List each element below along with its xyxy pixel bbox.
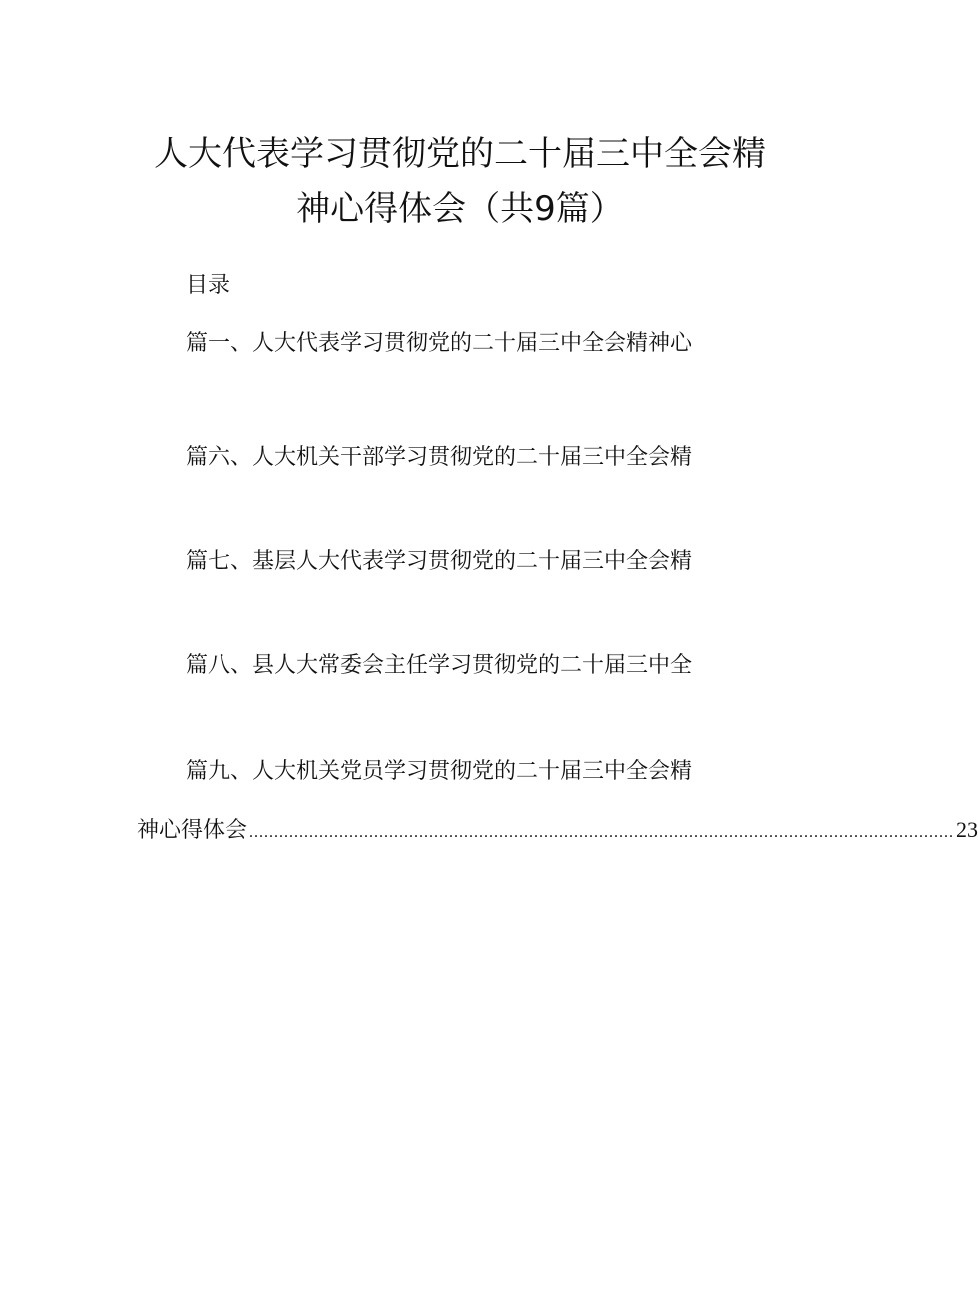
toc-entry-9-continuation-text: 神心得体会 — [137, 818, 248, 843]
toc-dot-leader: ............................................................................................................................................. — [249, 824, 955, 841]
toc-entry-1[interactable]: 篇一、人大代表学习贯彻党的二十届三中全会精神心 — [186, 331, 693, 356]
toc-page-number: 23 — [956, 817, 978, 842]
toc-entry-8[interactable]: 篇八、县人大常委会主任学习贯彻党的二十届三中全 — [186, 653, 693, 678]
document-title-line-1: 人大代表学习贯彻党的二十届三中全会精 — [154, 134, 766, 174]
toc-entry-9-continuation[interactable] — [137, 816, 978, 847]
toc-entry-9[interactable]: 篇九、人大机关党员学习贯彻党的二十届三中全会精 — [186, 759, 693, 784]
toc-entry-6[interactable]: 篇六、人大机关干部学习贯彻党的二十届三中全会精 — [186, 445, 693, 470]
toc-entry-7[interactable]: 篇七、基层人大代表学习贯彻党的二十届三中全会精 — [186, 549, 693, 574]
document-title-line-2: 神心得体会（共9篇） — [296, 189, 624, 229]
toc-heading: 目录 — [186, 273, 231, 298]
